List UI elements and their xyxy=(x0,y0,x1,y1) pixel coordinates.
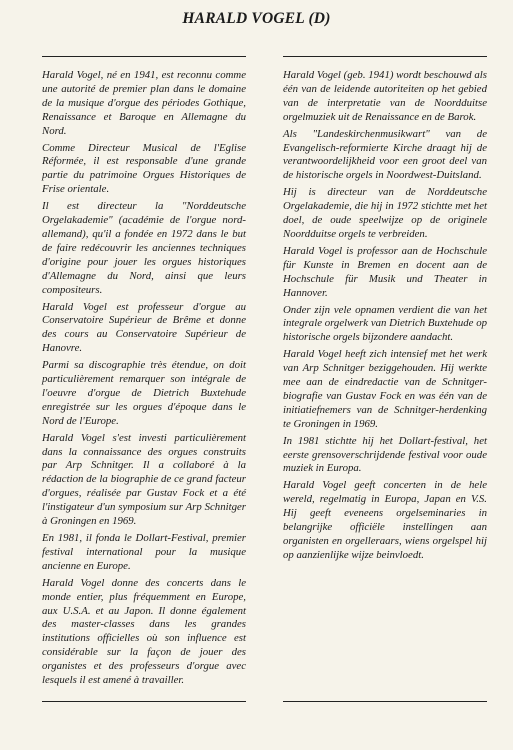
page-title: HARALD VOGEL (D) xyxy=(182,10,331,27)
french-paragraph: Harald Vogel, né en 1941, est reconnu comme une autorité de premier plan dans le domaine de la musique d'orgue des périodes Gothique, Renaissance et Baroque en Allemagne du Nord. xyxy=(42,69,246,137)
french-column xyxy=(42,56,246,691)
dutch-paragraph: Harald Vogel (geb. 1941) wordt beschouwd als één van de leidende autoriteiten op het gebied van de interpretatie van de Noordduitse orgelmuziek uit de Renaissance en de Barok. xyxy=(283,69,487,123)
french-paragraph: Harald Vogel donne des concerts dans le monde entier, plus fréquemment en Europe, aux U.S.A. et au Japon. Il donne également des master-classes dans les grandes institutions officielles où son influence est considérable sur la façon de jouer des organistes et des professeurs d'orgue avec lesquels il est amené à travailler. xyxy=(42,576,246,687)
french-paragraph: Harald Vogel est professeur d'orgue au Conservatoire Supérieur de Brême et donne des cours au Conservatoire Supérieur de Hanovre. xyxy=(42,300,246,355)
french-paragraph: Parmi sa discographie très étendue, on doit particulièrement remarquer son intégrale de l'oeuvre d'orgue de Dietrich Buxtehude enregistrée sur les orgues d'époque dans le Nord de l'Europe. xyxy=(42,359,246,427)
french-paragraph: Il est directeur la "Norddeutsche Orgelakademie" (académie de l'orgue nord-allemand), qu'il a fondée en 1972 dans le but de faire redécouvrir les anciennes techniques d'origine pour jouer les orgues historiques d'Allemagne du Nord, ainsi que leurs compositeurs. xyxy=(42,200,246,296)
bottom-rule-left xyxy=(42,701,246,702)
dutch-paragraph: Harald Vogel heeft zich intensief met het werk van Arp Schnitger beziggehouden. Hij werkte mee aan de eindredactie van de Schnitger-biografie van Gustav Fock en was één van de initiatiefnemers van de Schnitger-herdenking te Groningen in 1969. xyxy=(283,348,487,430)
dutch-paragraph: Harald Vogel geeft concerten in de hele wereld, regelmatig in Europa, Japan en V.S. Hij geeft eveneens orgelseminaries in belangrijke officiële instellingen aan organisten en orgelleraars, wiens orgelspel hij op aanzienlijke wijze beinvloedt. xyxy=(283,479,487,561)
dutch-paragraph: Als "Landeskirchenmusikwart" van de Evangelisch-reformierte Kirche draagt hij de verantwoordelijkheid voor een groot deel van de historische orgels in Noordwest-Duitsland. xyxy=(283,127,487,182)
dutch-column xyxy=(283,56,487,566)
dutch-paragraph: Onder zijn vele opnamen verdient die van het integrale orgelwerk van Dietrich Buxtehude op historische orgels bijzondere aandacht. xyxy=(283,303,487,344)
dutch-paragraph: Harald Vogel is professor aan de Hochschule für Kunste in Bremen en docent aan de Hochschule für Musik und Theater in Hannover. xyxy=(283,244,487,299)
french-paragraph: Comme Directeur Musical de l'Eglise Réformée, il est responsable d'une grande partie du patrimoine Orgues Historiques de Frise orientale. xyxy=(42,141,246,196)
french-paragraph: Harald Vogel s'est investi particulièrement dans la connaissance des orgues construits par Arp Schnitger. Il a collaboré à la rédaction de la biographie de ce grand facteur d'orgues, réalisée par Gustav Fock et a été l'instigateur d'un symposium sur Arp Schnitger à Groningen en 1969. xyxy=(42,431,246,528)
french-paragraph: En 1981, il fonda le Dollart-Festival, premier festival international pour la musique ancienne en Europe. xyxy=(42,532,246,572)
bottom-rule-right xyxy=(283,701,487,702)
dutch-paragraph: Hij is directeur van de Norddeutsche Orgelakademie, die hij in 1972 stichtte met het doel, de oude speelwijze op de originele Noordduitse orgels te verbreiden. xyxy=(283,186,487,240)
dutch-paragraph: In 1981 stichtte hij het Dollart-festival, het eerste grensoverschrijdende festival voor oude muziek in Europa. xyxy=(283,434,487,475)
